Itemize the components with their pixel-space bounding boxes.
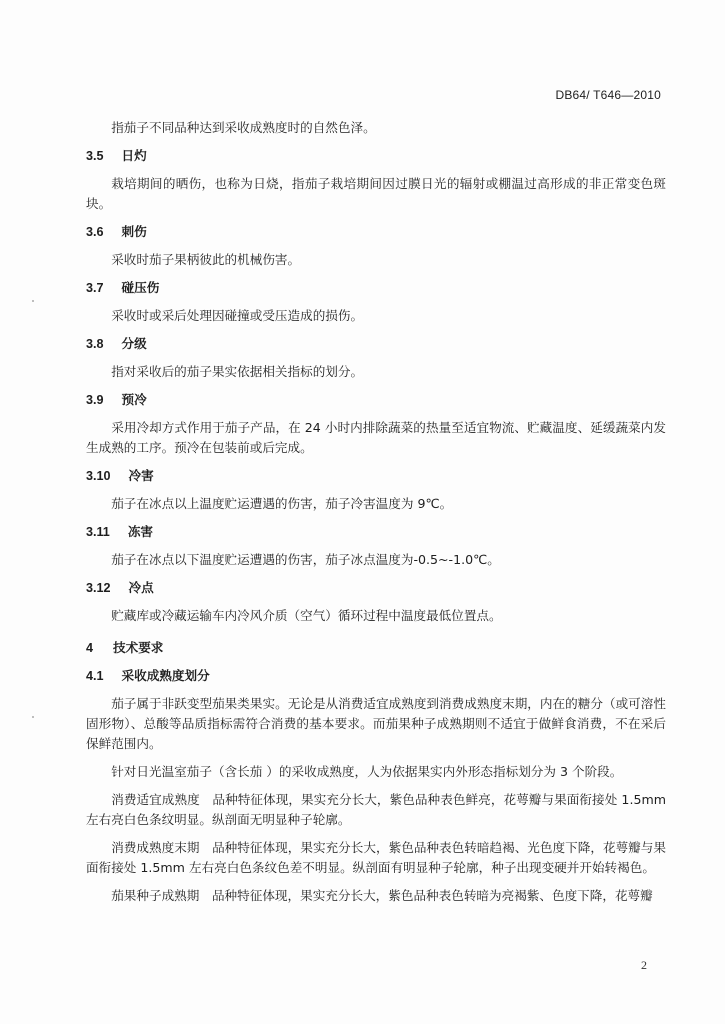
paragraph: 消费适宜成熟度 品种特征体现，果实充分长大，紫色品种表色鲜亮，花萼瓣与果面衔接处 1.5mm 左右亮白色条纹明显。纵剖面无明显种子轮廓。 bbox=[86, 792, 666, 827]
section-number: 4.1 bbox=[86, 669, 104, 683]
section-number: 3.7 bbox=[86, 281, 104, 295]
section-heading bbox=[86, 334, 666, 354]
section-heading bbox=[86, 222, 666, 242]
paragraph: 茄子在冰点以下温度贮运遭遇的伤害，茄子冰点温度为-0.5~-1.0℃。 bbox=[111, 552, 500, 567]
section-heading bbox=[86, 522, 666, 542]
paragraph: 茄子属于非跃变型茄果类果实。无论是从消费适宜成熟度到消费成熟度末期，内在的糖分（或可溶性固形物）、总酸等品质指标需符合消费的基本要求。而茄果种子成熟期则不适宜于做鲜食消费，不在采后保鲜范围内。 bbox=[86, 696, 666, 751]
scan-speck bbox=[32, 300, 34, 302]
paragraph: 针对日光温室茄子（含长茄 ）的采收成熟度，人为依据果实内外形态指标划分为 3 个阶段。 bbox=[111, 764, 623, 779]
standard-code: DB64/ T646—2010 bbox=[555, 88, 661, 102]
section-heading bbox=[86, 578, 666, 598]
section-title: 采收成熟度划分 bbox=[121, 668, 210, 683]
paragraph: 指对采收后的茄子果实依据相关指标的划分。 bbox=[111, 364, 364, 379]
paragraph: 采收时或采后处理因碰撞或受压造成的损伤。 bbox=[111, 308, 364, 323]
paragraph: 栽培期间的晒伤，也称为日烧，指茄子栽培期间因过膜日光的辐射或棚温过高形成的非正常变色斑块。 bbox=[86, 176, 666, 211]
section-heading bbox=[86, 146, 666, 166]
section-title: 冷害 bbox=[128, 468, 154, 483]
section-number: 3.6 bbox=[86, 225, 104, 239]
section-number: 3.10 bbox=[86, 469, 111, 483]
section-heading bbox=[86, 466, 666, 486]
document-body bbox=[86, 118, 666, 914]
section-heading bbox=[86, 666, 666, 686]
paragraph: 贮藏库或冷藏运输车内冷风介质（空气）循环过程中温度最低位置点。 bbox=[111, 608, 502, 623]
section-title: 日灼 bbox=[121, 148, 147, 163]
chapter-heading bbox=[86, 638, 666, 658]
section-number: 3.5 bbox=[86, 149, 104, 163]
section-number: 3.9 bbox=[86, 393, 104, 407]
section-heading bbox=[86, 390, 666, 410]
page-number: 2 bbox=[641, 958, 647, 972]
paragraph: 指茄子不同品种达到采收成熟度时的自然色泽。 bbox=[111, 120, 376, 135]
paragraph: 茄果种子成熟期 品种特征体现，果实充分长大，紫色品种表色转暗为亮褐紫、色度下降，花萼瓣 bbox=[111, 888, 653, 903]
section-number: 3.8 bbox=[86, 337, 104, 351]
section-title: 刺伤 bbox=[121, 224, 147, 239]
paragraph: 采收时茄子果柄彼此的机械伤害。 bbox=[111, 252, 301, 267]
section-title: 冷点 bbox=[128, 580, 154, 595]
paragraph: 消费成熟度末期 品种特征体现，果实充分长大，紫色品种表色转暗趋褐、光色度下降，花萼瓣与果面衔接处 1.5mm 左右亮白色条纹色差不明显。纵剖面有明显种子轮廓，种子出现变硬并开始转褐色。 bbox=[86, 840, 666, 875]
paragraph: 采用冷却方式作用于茄子产品，在 24 小时内排除蔬菜的热量至适宜物流、贮藏温度、延缓蔬菜内发生成熟的工序。预冷在包装前或后完成。 bbox=[86, 420, 666, 455]
section-title: 预冷 bbox=[121, 392, 147, 407]
scan-speck bbox=[32, 716, 34, 718]
section-number: 3.11 bbox=[86, 525, 110, 539]
section-heading bbox=[86, 278, 666, 298]
section-number: 3.12 bbox=[86, 581, 111, 595]
section-title: 冻害 bbox=[127, 524, 154, 539]
section-title: 分级 bbox=[121, 336, 147, 351]
section-title: 技术要求 bbox=[113, 640, 164, 655]
section-title: 碰压伤 bbox=[121, 280, 160, 295]
section-number: 4 bbox=[86, 641, 94, 655]
paragraph: 茄子在冰点以上温度贮运遭遇的伤害，茄子冷害温度为 9℃。 bbox=[111, 496, 453, 511]
